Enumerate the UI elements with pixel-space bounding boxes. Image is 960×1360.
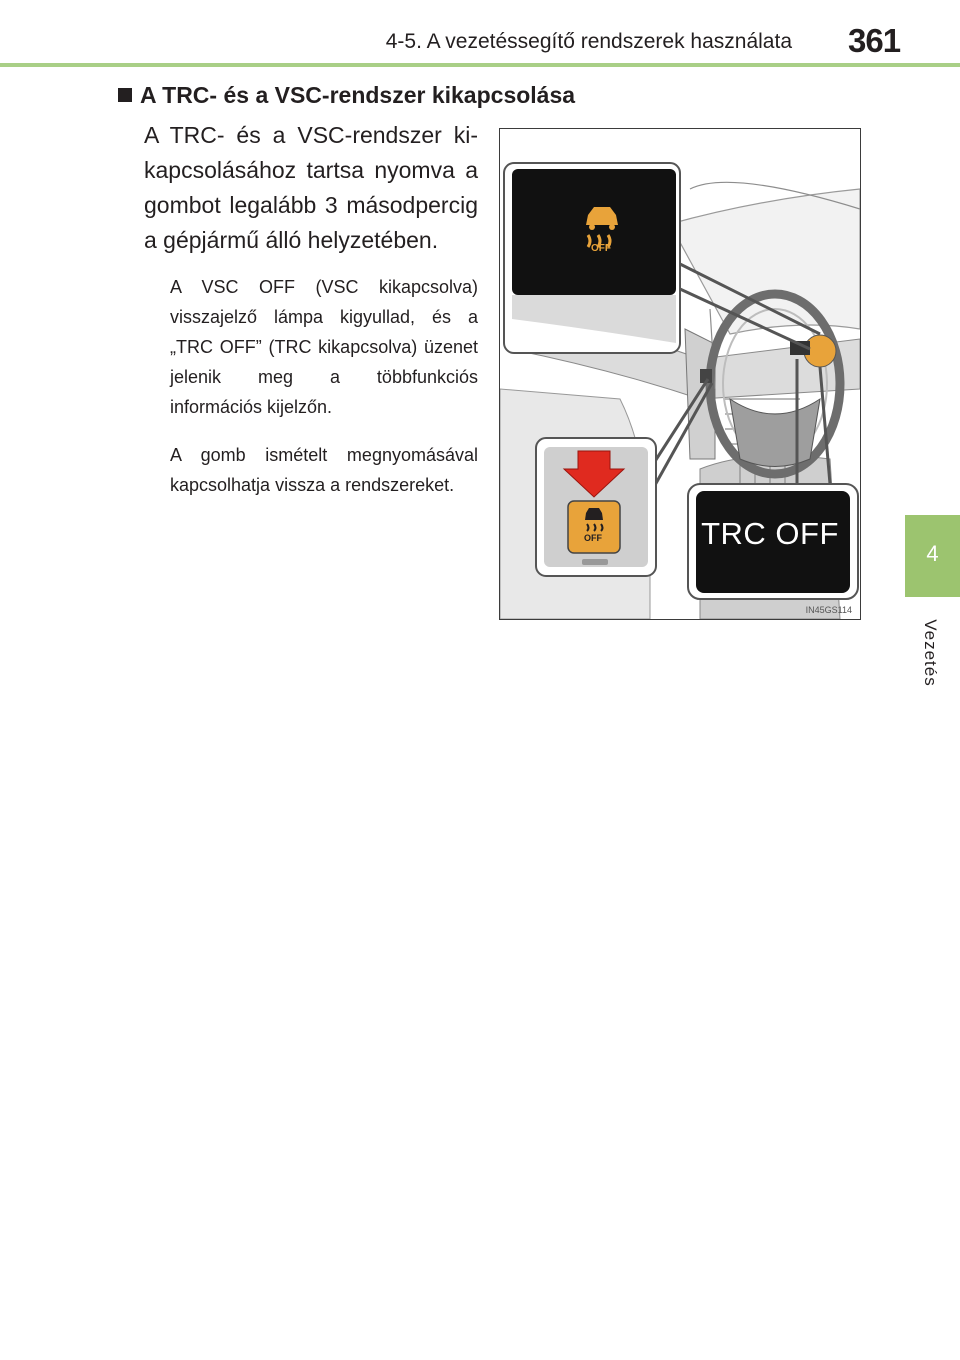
header-title: 4-5. A vezetéssegítő rendszerek használata bbox=[385, 30, 792, 53]
button-off-label: OFF bbox=[584, 533, 602, 543]
side-label-text: Vezetés bbox=[921, 619, 940, 687]
note-indicator: A VSC OFF (VSC kikapcsolva) visszajelző lámpa kigyullad, és a „TRC OFF” (TRC kikapcsolva) üzenet jelenik meg a többfunkciós információs kijelzőn. bbox=[170, 277, 478, 417]
square-bullet-icon bbox=[118, 88, 132, 102]
note-restore: A gomb ismételt megnyomásával kapcsolhatja vissza a rendszereket. bbox=[170, 445, 478, 495]
fig-code: IN45GS114 bbox=[805, 605, 852, 615]
section-body: A TRC- és a VSC-rendszer ki-kapcsolásához tartsa nyomva a gombot legalább 3 másodpercig a gépjármű álló helyzetében. bbox=[144, 122, 478, 253]
page-number: 361 bbox=[848, 22, 901, 59]
side-label bbox=[918, 608, 942, 698]
header-rule bbox=[0, 63, 960, 67]
section-heading-text: A TRC- és a VSC-rendszer kikapcsolása bbox=[140, 82, 576, 108]
indicator-off-label: OFF bbox=[591, 243, 611, 254]
side-tab bbox=[905, 515, 960, 597]
side-tab-number: 4 bbox=[926, 541, 939, 566]
display-message: TRC OFF bbox=[701, 516, 839, 551]
section-heading bbox=[118, 82, 575, 109]
